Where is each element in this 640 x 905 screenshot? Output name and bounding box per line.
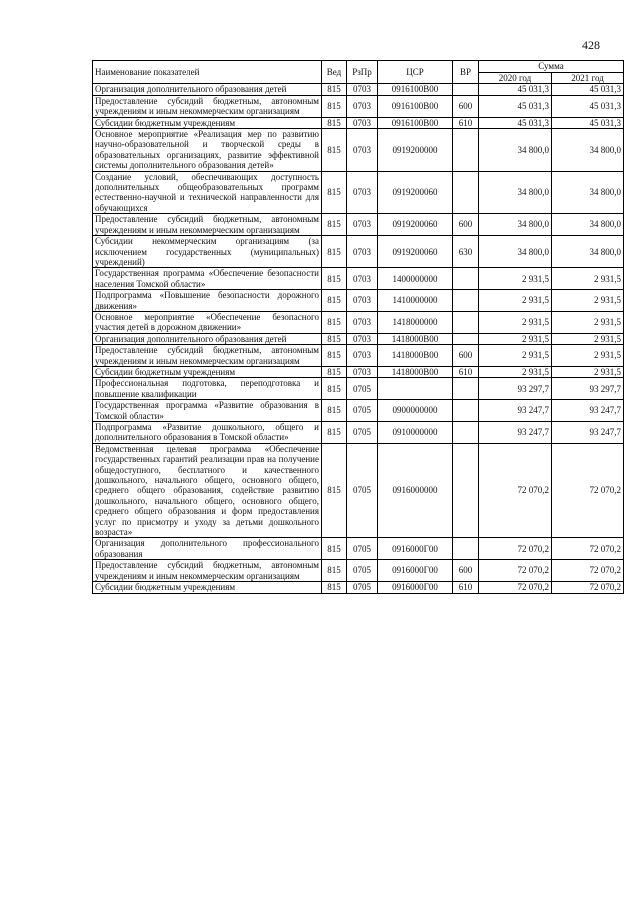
row-amount-2020: 2 931,5 [479,345,552,367]
row-vr: 600 [453,345,479,367]
row-amount-2021: 72 070,2 [552,560,624,582]
row-csr: 1418000000 [378,311,453,333]
row-rzpr: 0705 [347,422,378,444]
row-ved: 815 [322,290,347,312]
row-ved: 815 [322,214,347,236]
row-rzpr: 0705 [347,443,378,538]
row-rzpr: 0703 [347,366,378,377]
row-ved: 815 [322,311,347,333]
row-amount-2021: 45 031,3 [552,117,624,128]
row-amount-2021: 2 931,5 [552,311,624,333]
row-csr: 0916000000 [378,443,453,538]
row-amount-2020: 93 247,7 [479,400,552,422]
header-csr: ЦСР [378,61,453,84]
row-amount-2020: 72 070,2 [479,538,552,560]
header-vr: ВР [453,61,479,84]
row-rzpr: 0703 [347,236,378,268]
row-csr [378,378,453,400]
table-row [93,443,624,538]
table-row [93,422,624,444]
row-ved: 815 [322,333,347,344]
row-ved: 815 [322,366,347,377]
table-row [93,95,624,117]
row-amount-2021: 2 931,5 [552,268,624,290]
row-csr: 1418000В00 [378,333,453,344]
row-csr: 1418000В00 [378,345,453,367]
row-amount-2021: 72 070,2 [552,538,624,560]
row-csr: 0919200060 [378,171,453,214]
row-csr: 0916100В00 [378,95,453,117]
row-name: Организация дополнительного профессионального образования [93,538,322,560]
row-vr [453,443,479,538]
page-number: 428 [582,38,600,52]
row-amount-2021: 34 800,0 [552,236,624,268]
row-vr [453,400,479,422]
row-csr: 0916000Г00 [378,538,453,560]
row-vr: 600 [453,95,479,117]
table-row [93,268,624,290]
row-name: Предоставление субсидий бюджетным, автономным учреждениям и иным некоммерческим организациям [93,214,322,236]
row-name: Предоставление субсидий бюджетным, автономным учреждениям и иным некоммерческим организациям [93,95,322,117]
row-name: Государственная программа «Развитие образования в Томской области» [93,400,322,422]
row-vr [453,422,479,444]
row-amount-2021: 2 931,5 [552,345,624,367]
row-ved: 815 [322,443,347,538]
row-rzpr: 0703 [347,95,378,117]
row-vr: 630 [453,236,479,268]
row-amount-2021: 93 247,7 [552,422,624,444]
row-vr [453,311,479,333]
row-rzpr: 0703 [347,345,378,367]
row-amount-2020: 2 931,5 [479,268,552,290]
row-vr [453,129,479,172]
row-rzpr: 0705 [347,538,378,560]
table-row [93,400,624,422]
row-vr [453,171,479,214]
row-rzpr: 0703 [347,171,378,214]
row-amount-2020: 2 931,5 [479,290,552,312]
table-row [93,311,624,333]
row-name: Ведомственная целевая программа «Обеспечение государственных гарантий реализации прав на получение общедоступного, бесплатного и качественного дошкольного, начального общего, основного общего, среднего общего образования, содействие развитию дошкольного, начального общего, основного общего, среднего общего образования и форм предоставления услуг по присмотру и уходу за детьми дошкольного возраста» [93,443,322,538]
row-amount-2021: 2 931,5 [552,333,624,344]
row-amount-2021: 2 931,5 [552,290,624,312]
row-csr: 1418000В00 [378,366,453,377]
row-amount-2021: 34 800,0 [552,171,624,214]
row-csr: 0919200060 [378,214,453,236]
row-vr [453,84,479,95]
row-amount-2021: 72 070,2 [552,443,624,538]
row-rzpr: 0703 [347,268,378,290]
row-ved: 815 [322,84,347,95]
row-amount-2020: 93 297,7 [479,378,552,400]
row-amount-2020: 45 031,3 [479,95,552,117]
row-vr [453,538,479,560]
row-amount-2021: 2 931,5 [552,366,624,377]
row-rzpr: 0705 [347,400,378,422]
row-name: Основное мероприятие «Обеспечение безопасного участия детей в дорожном движении» [93,311,322,333]
row-name: Организация дополнительного образования детей [93,333,322,344]
table-row [93,538,624,560]
row-amount-2020: 2 931,5 [479,333,552,344]
table-body [93,84,624,593]
row-name: Подпрограмма «Развитие дошкольного, общего и дополнительного образования в Томской области» [93,422,322,444]
row-amount-2020: 72 070,2 [479,560,552,582]
row-vr: 610 [453,582,479,593]
row-ved: 815 [322,129,347,172]
row-amount-2020: 34 800,0 [479,214,552,236]
row-amount-2021: 93 247,7 [552,400,624,422]
row-csr: 0910000000 [378,422,453,444]
table-row [93,214,624,236]
row-ved: 815 [322,422,347,444]
row-amount-2020: 93 247,7 [479,422,552,444]
table-row [93,366,624,377]
header-rzpr: РзПр [347,61,378,84]
row-amount-2020: 2 931,5 [479,366,552,377]
row-csr: 0916100В00 [378,117,453,128]
row-name: Подпрограмма «Повышение безопасности дорожного движения» [93,290,322,312]
row-amount-2021: 72 070,2 [552,582,624,593]
row-rzpr: 0703 [347,214,378,236]
row-vr [453,378,479,400]
row-rzpr: 0703 [347,117,378,128]
header-sum: Сумма [479,61,624,73]
row-ved: 815 [322,582,347,593]
row-name: Субсидии некоммерческим организациям (за исключением государственных (муниципальных) учреждений) [93,236,322,268]
table-row [93,582,624,593]
row-csr: 0919200000 [378,129,453,172]
budget-table [92,60,624,594]
row-amount-2021: 45 031,3 [552,84,624,95]
row-amount-2021: 93 297,7 [552,378,624,400]
row-amount-2021: 45 031,3 [552,95,624,117]
table-row [93,333,624,344]
row-amount-2020: 2 931,5 [479,311,552,333]
row-amount-2021: 34 800,0 [552,214,624,236]
row-vr [453,333,479,344]
row-csr: 0919200060 [378,236,453,268]
table-row [93,378,624,400]
row-name: Субсидии бюджетным учреждениям [93,582,322,593]
row-csr: 0916000Г00 [378,582,453,593]
row-name: Государственная программа «Обеспечение безопасности населения Томской области» [93,268,322,290]
table-row [93,171,624,214]
row-rzpr: 0703 [347,311,378,333]
row-rzpr: 0705 [347,378,378,400]
header-name: Наименование показателей [93,61,322,84]
row-name: Предоставление субсидий бюджетным, автономным учреждениям и иным некоммерческим организациям [93,345,322,367]
table-row [93,236,624,268]
table-row [93,129,624,172]
row-csr: 1410000000 [378,290,453,312]
row-vr: 610 [453,366,479,377]
row-name: Предоставление субсидий бюджетным, автономным учреждениям и иным некоммерческим организациям [93,560,322,582]
row-name: Профессиональная подготовка, переподготовка и повышение квалификации [93,378,322,400]
row-rzpr: 0703 [347,333,378,344]
row-vr [453,290,479,312]
table-row [93,117,624,128]
row-name: Субсидии бюджетным учреждениям [93,366,322,377]
row-ved: 815 [322,236,347,268]
row-amount-2020: 45 031,3 [479,117,552,128]
row-csr: 0916000Г00 [378,560,453,582]
row-amount-2021: 34 800,0 [552,129,624,172]
row-ved: 815 [322,400,347,422]
row-rzpr: 0705 [347,582,378,593]
header-ved: Вед [322,61,347,84]
row-name: Основное мероприятие «Реализация мер по развитию научно-образовательной и творческой среды в образовательных организациях, развитие эффективной системы дополнительного образования детей» [93,129,322,172]
row-rzpr: 0703 [347,129,378,172]
table-row [93,345,624,367]
row-vr: 600 [453,560,479,582]
table-row [93,560,624,582]
row-ved: 815 [322,268,347,290]
row-ved: 815 [322,117,347,128]
row-rzpr: 0705 [347,560,378,582]
row-ved: 815 [322,560,347,582]
row-ved: 815 [322,378,347,400]
row-amount-2020: 45 031,3 [479,84,552,95]
row-amount-2020: 72 070,2 [479,443,552,538]
header-year-2021: 2021 год [552,73,624,84]
row-csr: 1400000000 [378,268,453,290]
table-row [93,290,624,312]
row-ved: 815 [322,345,347,367]
row-ved: 815 [322,538,347,560]
row-vr: 610 [453,117,479,128]
row-csr: 0900000000 [378,400,453,422]
row-name: Создание условий, обеспечивающих доступность дополнительных общеобразовательных программ естественно-научной и технической направленности для обучающихся [93,171,322,214]
row-rzpr: 0703 [347,84,378,95]
row-name: Организация дополнительного образования детей [93,84,322,95]
row-vr: 600 [453,214,479,236]
row-amount-2020: 34 800,0 [479,129,552,172]
header-year-2020: 2020 год [479,73,552,84]
row-ved: 815 [322,171,347,214]
row-vr [453,268,479,290]
row-amount-2020: 72 070,2 [479,582,552,593]
row-rzpr: 0703 [347,290,378,312]
table-row [93,84,624,95]
row-csr: 0916100В00 [378,84,453,95]
row-ved: 815 [322,95,347,117]
row-amount-2020: 34 800,0 [479,236,552,268]
row-amount-2020: 34 800,0 [479,171,552,214]
row-name: Субсидии бюджетным учреждениям [93,117,322,128]
